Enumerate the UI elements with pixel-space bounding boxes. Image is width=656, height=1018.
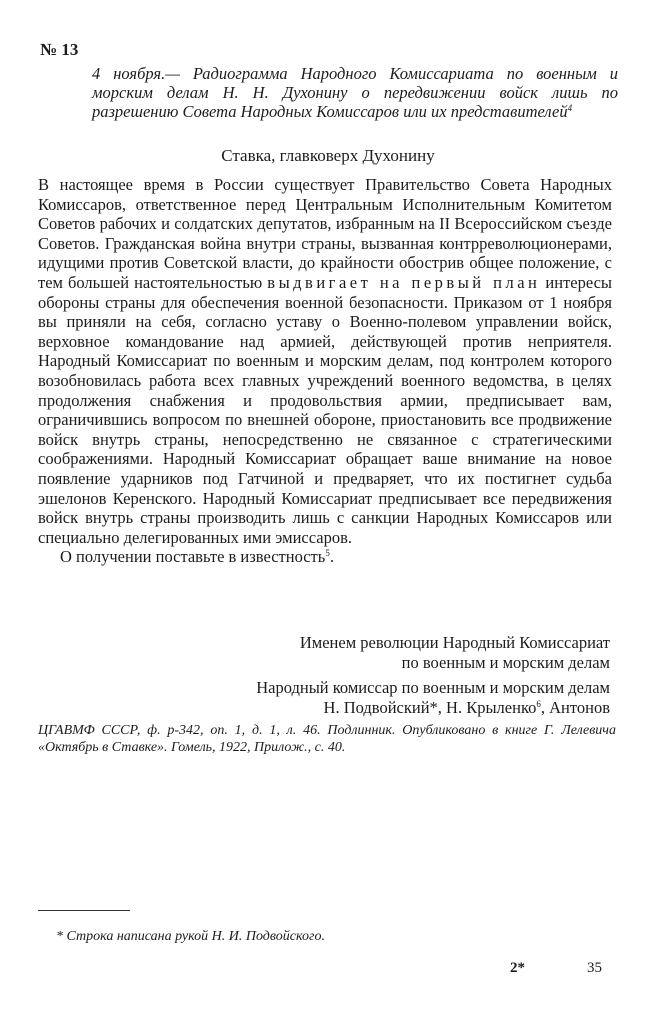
- document-body: [38, 175, 612, 567]
- footnote-divider: [38, 910, 130, 911]
- footnote: * Строка написана рукой Н. И. Подвойского.: [56, 929, 325, 944]
- acknowledge-text: О получении поставьте в известность: [60, 547, 326, 567]
- printer-signature-mark: 2*: [510, 960, 525, 976]
- body-text-1: В настоящее время в России существует Правительство Совета Народных Комиссаров, ответственное перед Центральным Исполнительным Комитетом Советов рабочих и солдатских депутатов, избранным на II Всероссийском съезде Советов. Гражданская война внутри страны, вызванная контрреволюционерами, идущими против Советской власти, до крайности обострив общее положение, с тем большей настоятельностью: [38, 175, 612, 292]
- signature-1-line-1: Именем революции Народный Комиссариат: [299, 633, 610, 652]
- body-emphasis: выдвигает на первый план: [267, 272, 541, 292]
- archival-source: ЦГАВМФ СССР, ф. р-342, оп. 1, д. 1, л. 46. Подлинник. Опубликовано в книге Г. Лелевича «Октябрь в Ставке». Гомель, 1922, Прилож., с. 40.: [38, 723, 616, 755]
- acknowledge-paragraph: О получении поставьте в известность$^5$.: [60, 547, 334, 567]
- body-text-2: интересы обороны страны для обеспечения военной безопасности. Приказом от 1 ноября вы приняли на себя, согласно уставу о Военно-полевом управлении войск, верховное командование над армией, действующей против неприятеля. Народный Комиссариат по военным и морским делам, под контролем которого возобновилась работа всех главных учреждений военного ведомства, в целях продолжения снабжения и продовольствия армии, предписывает вам, ограничившись вопросом по внешней обороне, приостановить все продвижение войск внутрь страны, непосредственно не связанное с стратегическими соображениями. Народный Комиссариат обращает ваше внимание на новое появление ударников под Гатчиной и предваряет, что их постигнет судьба эшелонов Керенского. Народный Комиссариат предписывает все передвижения войск внутрь страны производить лишь с санкции Народных Комиссаров или специально делегированных ими эмиссаров.: [38, 272, 612, 547]
- main-paragraph: [38, 175, 612, 547]
- signature-2-line-2: [256, 698, 610, 718]
- heading-text: 4 ноября.— Радиограмма Народного Комиссариата по военным и морским делам Н. Н. Духонину о передвижении войск лишь по разрешению Совета Народных Комиссаров или их представителей: [92, 64, 618, 121]
- acknowledge-note-ref: 5: [325, 548, 330, 559]
- signer-krylenko: , Н. Крыленко: [437, 698, 537, 717]
- signature-block-2: [256, 678, 610, 718]
- signature-1-line-2: по военным и морским делам: [401, 653, 610, 672]
- document-heading: [92, 64, 618, 121]
- signer-note-ref: 6: [536, 699, 541, 709]
- signature-2-line-1: Народный комиссар по военным и морским делам: [256, 678, 610, 697]
- signer-podvoisky: Н. Подвойский: [323, 698, 430, 717]
- signature-block-1: [300, 633, 610, 673]
- signer-antonov: , Антонов: [540, 698, 610, 717]
- heading-note-ref: 4: [567, 103, 573, 113]
- document-number: № 13: [40, 40, 79, 59]
- addressee: Ставка, главковерх Духонину: [221, 146, 435, 165]
- signer-star-ref: *: [429, 698, 438, 717]
- page-number: 35: [587, 960, 602, 976]
